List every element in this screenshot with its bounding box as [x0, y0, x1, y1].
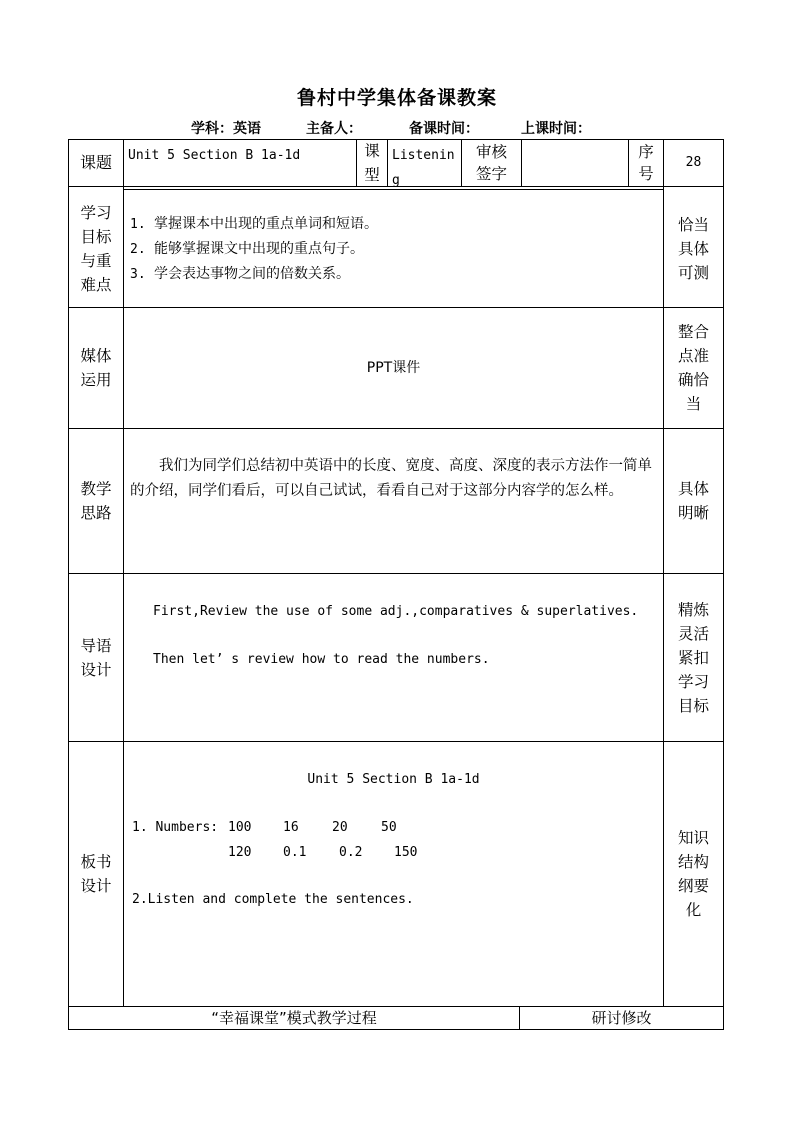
type-value-cell	[392, 142, 458, 186]
intro-content-cell	[153, 600, 661, 720]
approach-label-cell	[69, 429, 123, 573]
intro-label: 导语设计	[80, 636, 112, 679]
type-label: 课型	[364, 142, 380, 184]
seq-label-cell	[629, 140, 663, 186]
review-label-cell	[462, 140, 521, 186]
topic-value: Unit 5 Section B 1a-1d	[128, 148, 301, 163]
revise-label-cell	[520, 1007, 723, 1029]
board-heading: Unit 5 Section B 1a-1d	[307, 772, 480, 787]
review-label: 审核签字	[475, 143, 507, 183]
media-remark: 整合点准确恰当	[677, 323, 709, 413]
intro-remark-cell	[664, 574, 723, 741]
seq-label: 序号	[638, 143, 654, 183]
board-remark: 知识结构纲要化	[677, 829, 709, 919]
intro-remark: 精炼灵活紧扣学习目标	[677, 600, 709, 715]
approach-remark: 具体明晰	[677, 480, 709, 522]
prep-time-label: 备课时间：	[409, 121, 479, 137]
revise-label: 研讨修改	[591, 1009, 652, 1027]
goals-label-cell	[69, 190, 123, 307]
type-value: Listening	[392, 148, 455, 188]
goals-label: 学习目标与重难点	[80, 203, 112, 294]
review-signature-cell[interactable]	[522, 140, 628, 186]
document-title: 鲁村中学集体备课教案	[296, 87, 497, 109]
board-label: 板书设计	[80, 853, 112, 895]
board-number: 150	[394, 845, 418, 860]
board-number: 20	[332, 820, 348, 835]
class-time-label: 上课时间：	[521, 121, 591, 137]
intro-label-cell	[69, 574, 123, 741]
media-label: 媒体运用	[80, 347, 112, 389]
board-item-2: 2.Listen and complete the sentences.	[132, 892, 414, 907]
intro-line-1: First,Review the use of some adj.,comparatives & superlatives.	[153, 604, 639, 619]
intro-line-2: Then let’ s review how to read the numbers.	[153, 652, 490, 667]
goals-remark-cell	[664, 190, 723, 307]
board-number: 0.2	[339, 845, 363, 860]
goals-content-cell	[130, 212, 660, 302]
goal-item-1: 1. 掌握课本中出现的重点单词和短语。	[130, 216, 378, 232]
approach-paragraph: 我们为同学们总结初中英语中的长度、宽度、高度、深度的表示方法作一简单的介绍，同学们看后，可以自己试试，看看自己对于这部分内容学的怎么样。	[130, 458, 652, 499]
approach-content-cell	[130, 454, 660, 564]
goal-item-2: 2. 能够掌握课文中出现的重点句子。	[130, 241, 364, 257]
board-number: 100	[228, 820, 252, 835]
seq-value: 28	[685, 155, 702, 170]
process-label: “幸福课堂”模式教学过程	[211, 1009, 377, 1027]
goals-remark: 恰当具体可测	[677, 215, 709, 282]
board-number: 16	[283, 820, 299, 835]
approach-label: 教学思路	[80, 480, 112, 522]
board-number: 50	[381, 820, 397, 835]
topic-label: 课题	[79, 153, 112, 172]
seq-value-cell	[664, 140, 723, 186]
board-numbers-label: 1. Numbers:	[132, 820, 219, 835]
board-number: 0.1	[283, 845, 307, 860]
topic-label-cell	[69, 140, 123, 186]
media-label-cell	[69, 308, 123, 428]
board-remark-cell	[664, 742, 723, 1006]
board-content-cell	[124, 742, 663, 1006]
process-label-cell	[69, 1007, 519, 1029]
media-content-cell	[124, 308, 663, 428]
type-label-cell	[357, 140, 387, 186]
goals-list	[130, 212, 660, 287]
board-label-cell	[69, 742, 123, 1006]
media-remark-cell	[664, 308, 723, 428]
board-number: 120	[228, 845, 252, 860]
lead-teacher-label: 主备人：	[306, 121, 362, 137]
subject-label: 学科：英语	[191, 121, 261, 137]
goal-item-3: 3. 学会表达事物之间的倍数关系。	[130, 266, 350, 282]
approach-remark-cell	[664, 429, 723, 573]
media-content: PPT课件	[366, 360, 421, 376]
topic-value-cell	[128, 142, 354, 186]
